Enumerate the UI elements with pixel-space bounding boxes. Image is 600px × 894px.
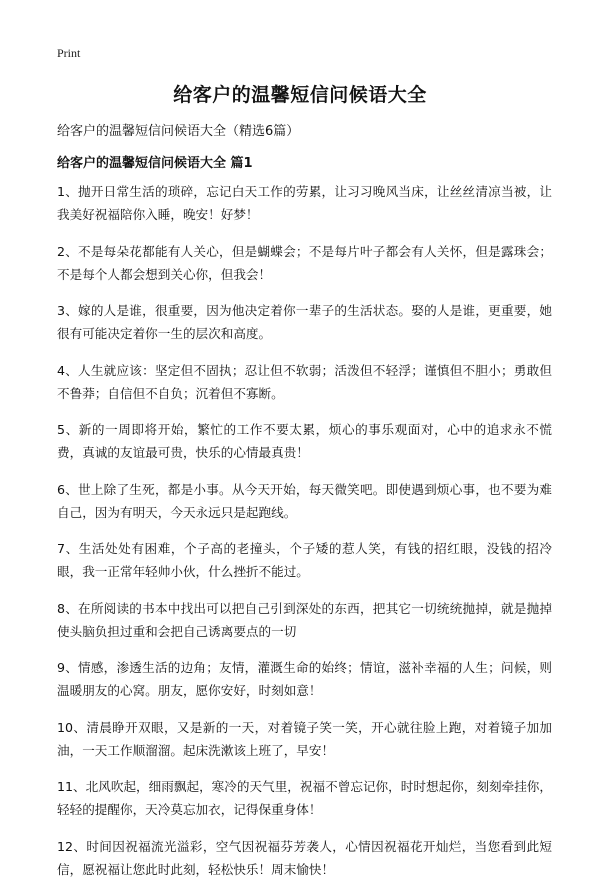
list-item: 8、在所阅读的书本中找出可以把自己引到深处的东西，把其它一切统统抛掉，就是抛掉使头脑负担过重和会把自己诱离要点的一切 — [57, 600, 552, 639]
list-item: 2、不是每朵花都能有人关心，但是蝴蝶会；不是每片叶子都会有人关怀，但是露珠会；不是每个人都会想到关心你，但我会！ — [57, 243, 552, 282]
section-heading: 给客户的温馨短信问候语大全 篇1 — [57, 156, 253, 171]
document-subtitle: 给客户的温馨短信问候语大全（精选6篇） — [57, 124, 300, 139]
list-item: 12、时间因祝福流光溢彩，空气因祝福芬芳袭人，心情因祝福花开灿烂，当您看到此短信，愿祝福让您此时此刻，轻松快乐！周末愉快！ — [57, 838, 552, 877]
list-item: 11、北风吹起，细雨飘起，寒冷的天气里，祝福不曾忘记你，时时想起你，刻刻牵挂你，轻轻的提醒你，天冷莫忘加衣，记得保重身体！ — [57, 779, 552, 817]
print-link[interactable]: Print — [57, 46, 81, 60]
list-item: 5、新的一周即将开始，繁忙的工作不要太累，烦心的事乐观面对，心中的追求永不慌费，真诚的友谊最可贵，快乐的心情最真贵！ — [57, 422, 552, 460]
greetings-list — [57, 180, 552, 894]
list-item: 6、世上除了生死，都是小事。从今天开始，每天微笑吧。即使遇到烦心事，也不要为难自己，因为有明天，今天永远只是起跑线。 — [57, 481, 552, 520]
list-item: 3、嫁的人是谁，很重要，因为他决定着你一辈子的生活状态。娶的人是谁，更重要，她很有可能决定着你一生的层次和高度。 — [57, 303, 552, 341]
document-title: 给客户的温馨短信问候语大全 — [173, 84, 427, 106]
list-item: 9、情感，渗透生活的边角；友情，灌溉生命的始终；情谊，滋补幸福的人生；问候，则温暖朋友的心窝。朋友，愿你安好，时刻如意！ — [57, 660, 552, 698]
list-item: 7、生活处处有困难，个子高的老撞头，个子矮的惹人笑，有钱的招红眼，没钱的招冷眼，我一正常年轻帅小伙，什么挫折不能过。 — [57, 541, 552, 579]
list-item: 10、清晨睁开双眼，又是新的一天，对着镜子笑一笑，开心就往脸上跑，对着镜子加加油，一天工作顺溜溜。起床洗漱该上班了，早安！ — [57, 719, 552, 758]
list-item: 4、人生就应该：坚定但不固执；忍让但不软弱；活泼但不轻浮；谨慎但不胆小；勇敢但不鲁莽；自信但不自负；沉着但不寡断。 — [57, 362, 552, 401]
list-item: 1、抛开日常生活的琐碎，忘记白天工作的劳累，让习习晚风当床，让丝丝清凉当被，让我美好祝福陪你入睡，晚安！好梦！ — [57, 184, 552, 222]
